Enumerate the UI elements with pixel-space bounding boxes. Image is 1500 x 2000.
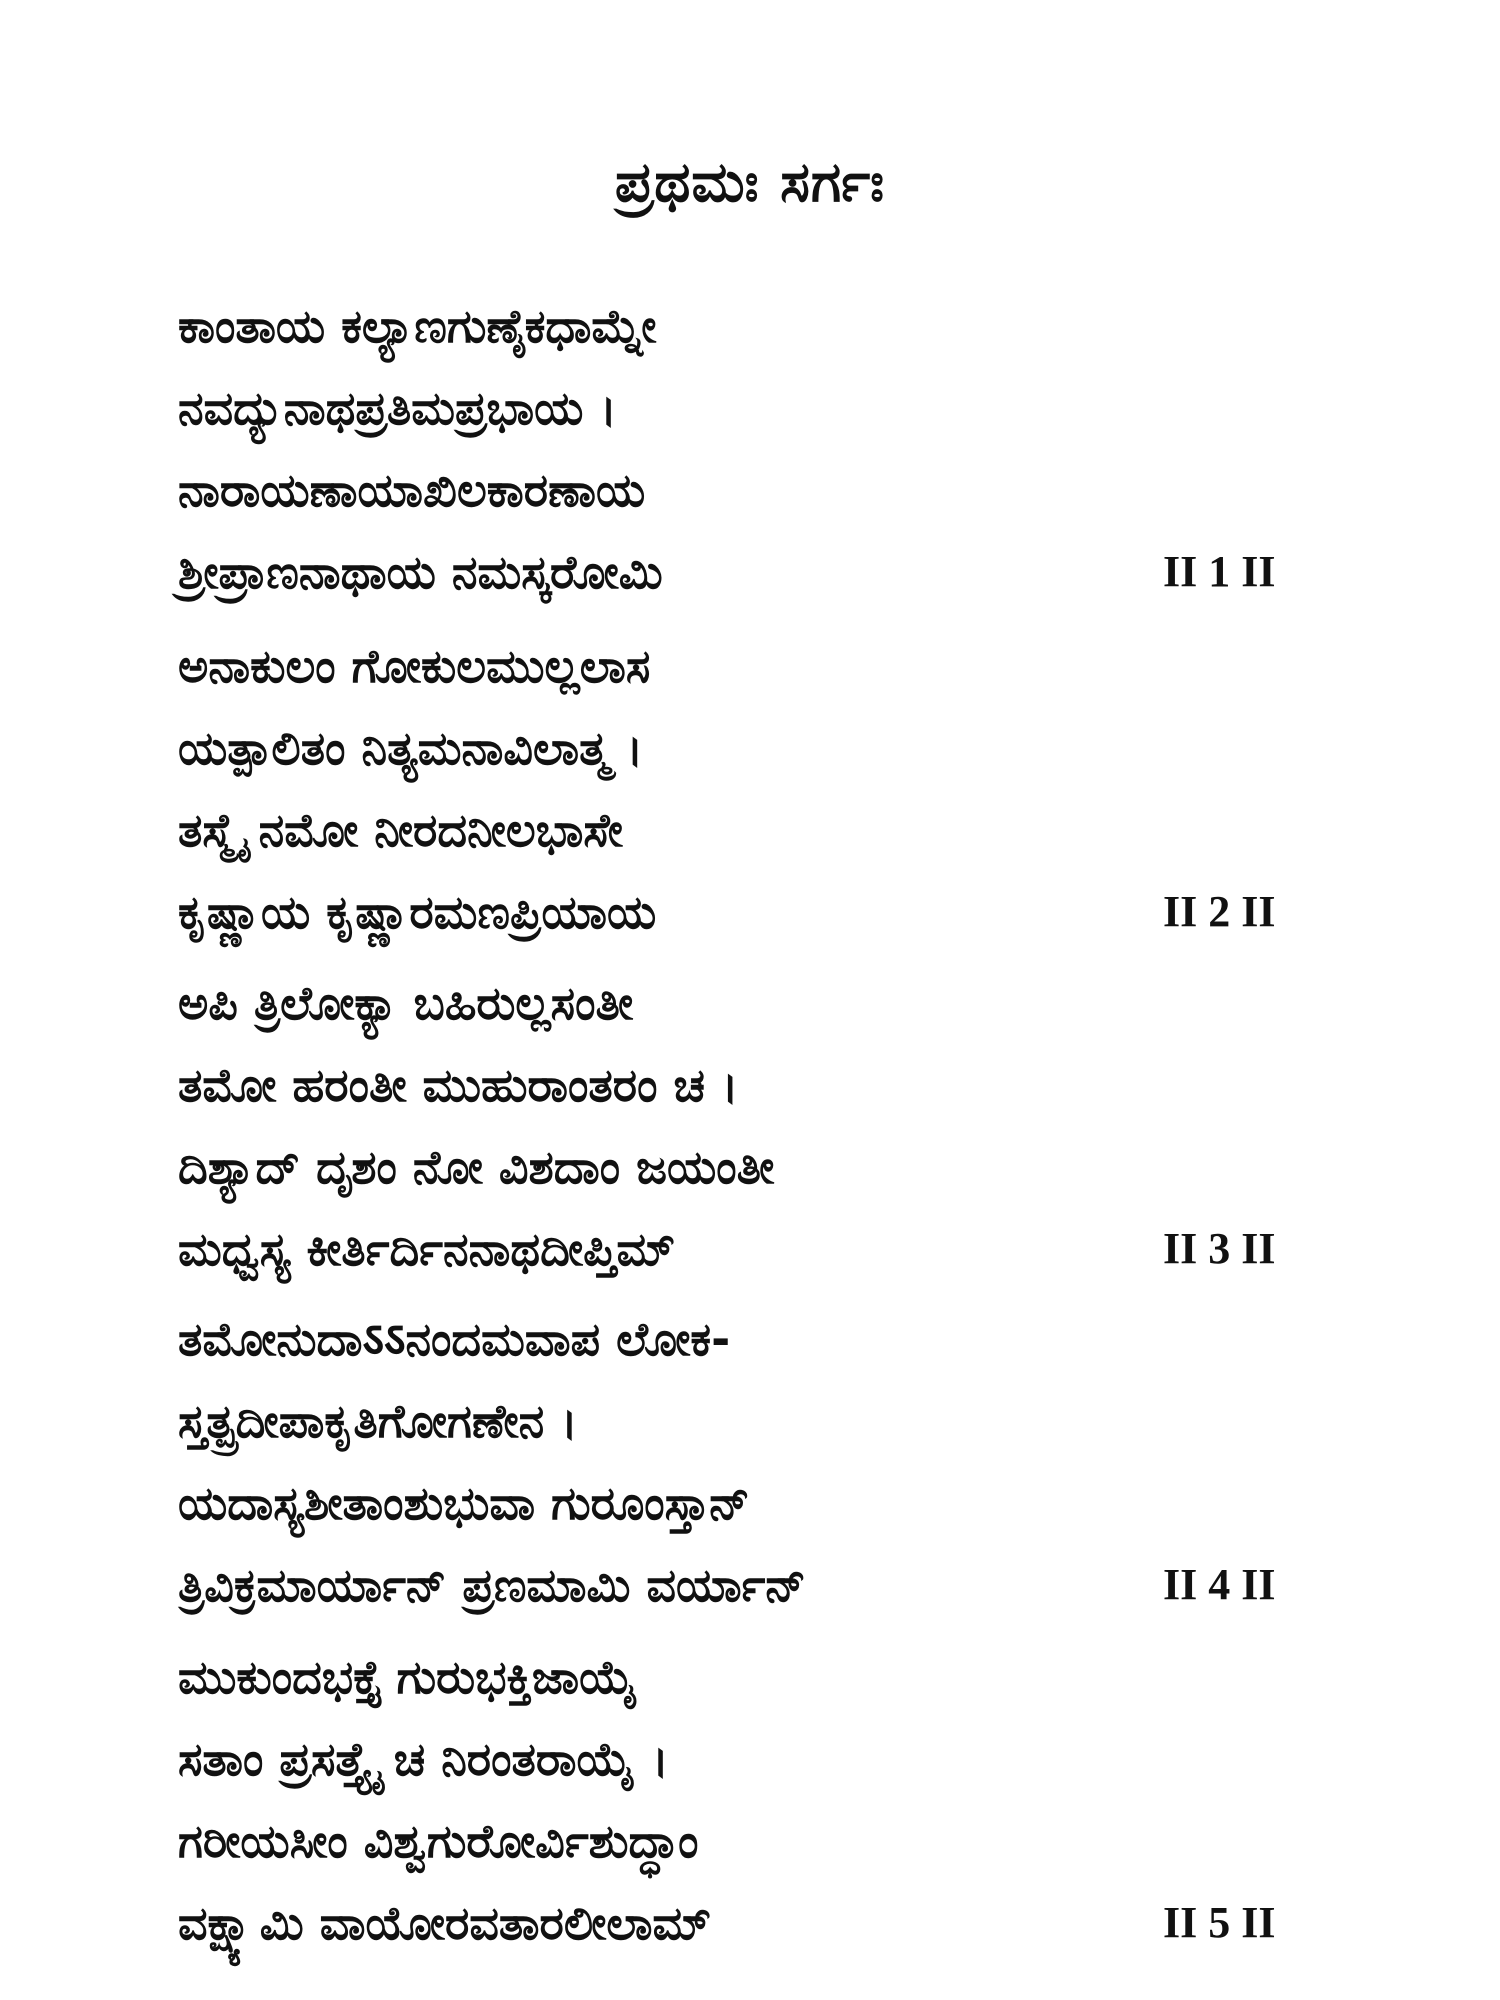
verse-line-text: ವಕ್ಷ್ಯಾಮಿ ವಾಯೋರವತಾರಲೀಲಾಮ್ <box>178 1896 712 1950</box>
verse-4 <box>178 1298 1328 1626</box>
verse-line: ತಮೋ ಹರಂತೀ ಮುಹುರಾಂತರಂ ಚ । <box>178 1058 739 1112</box>
verse-line <box>178 1208 1328 1290</box>
verse-number: II 4 II <box>1163 1560 1276 1609</box>
verse-number: II 2 II <box>1163 887 1276 936</box>
verse-line-text: ಕೃಷ್ಣಾಯ ಕೃಷ್ಣಾರಮಣಪ್ರಿಯಾಯ <box>178 885 657 939</box>
verse-line <box>178 531 1328 613</box>
verse-line: ಸ್ತತ್ಪ್ರದೀಪಾಕೃತಿಗೋಗಣೇನ । <box>178 1394 578 1448</box>
verse-5 <box>178 1636 1328 1964</box>
verse-line: ದಿಶ್ಯಾದ್ ದೃಶಂ ನೋ ವಿಶದಾಂ ಜಯಂತೀ <box>178 1140 775 1194</box>
verse-line: ತಸ್ಮೈ ನಮೋ ನೀರದನೀಲಭಾಸೇ <box>178 803 623 857</box>
verse-2 <box>178 625 1328 953</box>
verse-line: ನವದ್ಯುನಾಥಪ್ರತಿಮಪ್ರಭಾಯ । <box>178 381 617 435</box>
verse-line: ಸತಾಂ ಪ್ರಸತ್ತ್ಯೈ ಚ ನಿರಂತರಾಯೈ । <box>178 1732 669 1786</box>
verse-line <box>178 871 1328 953</box>
verse-line: ಮುಕುಂದಭಕ್ತೈ ಗುರುಭಕ್ತಿಜಾಯೈ <box>178 1650 638 1704</box>
verse-number: II 1 II <box>1163 547 1276 596</box>
verse-line-text: ಶ್ರೀಪ್ರಾಣನಾಥಾಯ ನಮಸ್ಕರೋಮಿ <box>178 545 663 599</box>
verse-number: II 5 II <box>1163 1898 1276 1947</box>
verse-line-text: ಮಧ್ವಸ್ಯ ಕೀರ್ತಿರ್ದಿನನಾಥದೀಪ್ತಿಮ್ <box>178 1222 676 1276</box>
verse-line: ಯದಾಸ್ಯಶೀತಾಂಶುಭುವಾ ಗುರೂಂಸ್ತಾನ್ <box>178 1476 750 1530</box>
verse-line: ನಾರಾಯಣಾಯಾಖಿಲಕಾರಣಾಯ <box>178 463 646 517</box>
verse-line: ಯತ್ಪಾಲಿತಂ ನಿತ್ಯಮನಾವಿಲಾತ್ಮ । <box>178 721 644 775</box>
verse-line: ಅಪಿ ತ್ರಿಲೋಕ್ಯಾ ಬಹಿರುಲ್ಲಸಂತೀ <box>178 976 634 1030</box>
chapter-title: ಪ್ರಥಮಃ ಸರ್ಗಃ <box>614 150 886 215</box>
verse-3 <box>178 962 1328 1290</box>
verse-1 <box>178 285 1328 613</box>
verse-line: ಗರೀಯಸೀಂ ವಿಶ್ವಗುರೋರ್ವಿಶುದ್ಧಾಂ <box>178 1814 699 1868</box>
verse-line: ಅನಾಕುಲಂ ಗೋಕುಲಮುಲ್ಲಲಾಸ <box>178 639 651 693</box>
verse-line: ತಮೋನುದಾऽऽನಂದಮವಾಪ ಲೋಕ- <box>178 1312 731 1366</box>
verse-line <box>178 1544 1328 1626</box>
verse-line-text: ತ್ರಿವಿಕ್ರಮಾರ್ಯಾನ್ ಪ್ರಣಮಾಮಿ ವರ್ಯಾನ್ <box>178 1558 806 1612</box>
verse-number: II 3 II <box>1163 1224 1276 1273</box>
verse-line <box>178 1882 1328 1964</box>
verse-line: ಕಾಂತಾಯ ಕಲ್ಯಾಣಗುಣೈಕಧಾಮ್ನೇ <box>178 299 657 353</box>
